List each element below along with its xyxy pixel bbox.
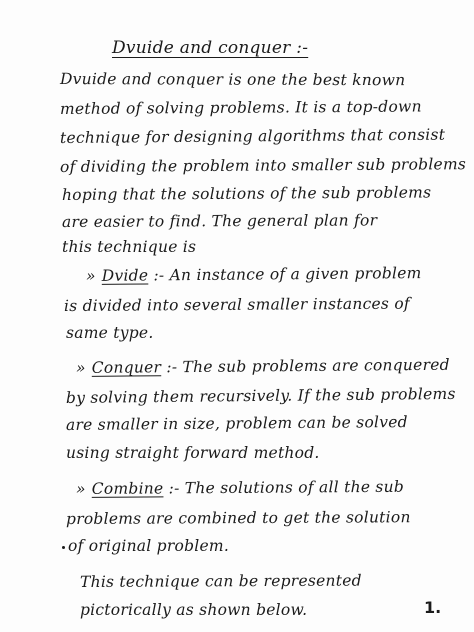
intro-line-5: hoping that the solutions of the sub problems: [61, 183, 432, 204]
term-conquer: Conquer: [91, 358, 162, 377]
bullet-divide-first-line: [86, 266, 422, 284]
bullet-conquer-first-line: [75, 355, 450, 377]
closing-line-1: This technique can be represented: [79, 571, 362, 591]
term-divide: Dvide: [101, 266, 149, 285]
intro-line-1: Dvuide and conquer is one the best known: [59, 70, 406, 90]
bullet-marker-conquer: »: [75, 358, 86, 377]
bullet-conquer-line-2: by solving them recursively. If the sub problems: [65, 384, 456, 407]
bullet-combine-line-2: problems are combined to get the solution: [65, 508, 411, 528]
page-title: Dvuide and conquer :-: [112, 38, 309, 58]
term-combine: Combine: [91, 479, 164, 498]
intro-line-2: method of solving problems. It is a top-down: [59, 97, 422, 118]
bullet-marker-combine: »: [75, 479, 86, 498]
ink-dot: [62, 546, 65, 549]
bullet-combine-first-line: [75, 477, 405, 498]
bullet-divide-text: :- An instance of a given problem: [153, 264, 422, 285]
bullet-marker-divide: »: [85, 266, 96, 285]
bullet-conquer-line-3: are smaller in size, problem can be solved: [65, 413, 408, 434]
intro-line-7: this technique is: [62, 238, 197, 256]
page-number: 1.: [424, 598, 442, 617]
bullet-conquer-line-4: using straight forward method.: [66, 444, 320, 462]
closing-line-2: pictorically as shown below.: [80, 601, 308, 619]
bullet-conquer-text: :- The sub problems are conquered: [166, 355, 450, 377]
intro-line-3: technique for designing algorithms that consist: [59, 125, 446, 147]
bullet-combine-text: :- The solutions of all the sub: [168, 477, 405, 498]
intro-line-4: of dividing the problem into smaller sub problems: [59, 155, 467, 176]
intro-line-6: are easier to find. The general plan for: [61, 211, 378, 231]
bullet-combine-line-3: of original problem.: [68, 537, 230, 555]
bullet-divide-line-3: same type.: [66, 324, 154, 342]
bullet-divide-line-2: is divided into several smaller instances of: [63, 294, 410, 315]
